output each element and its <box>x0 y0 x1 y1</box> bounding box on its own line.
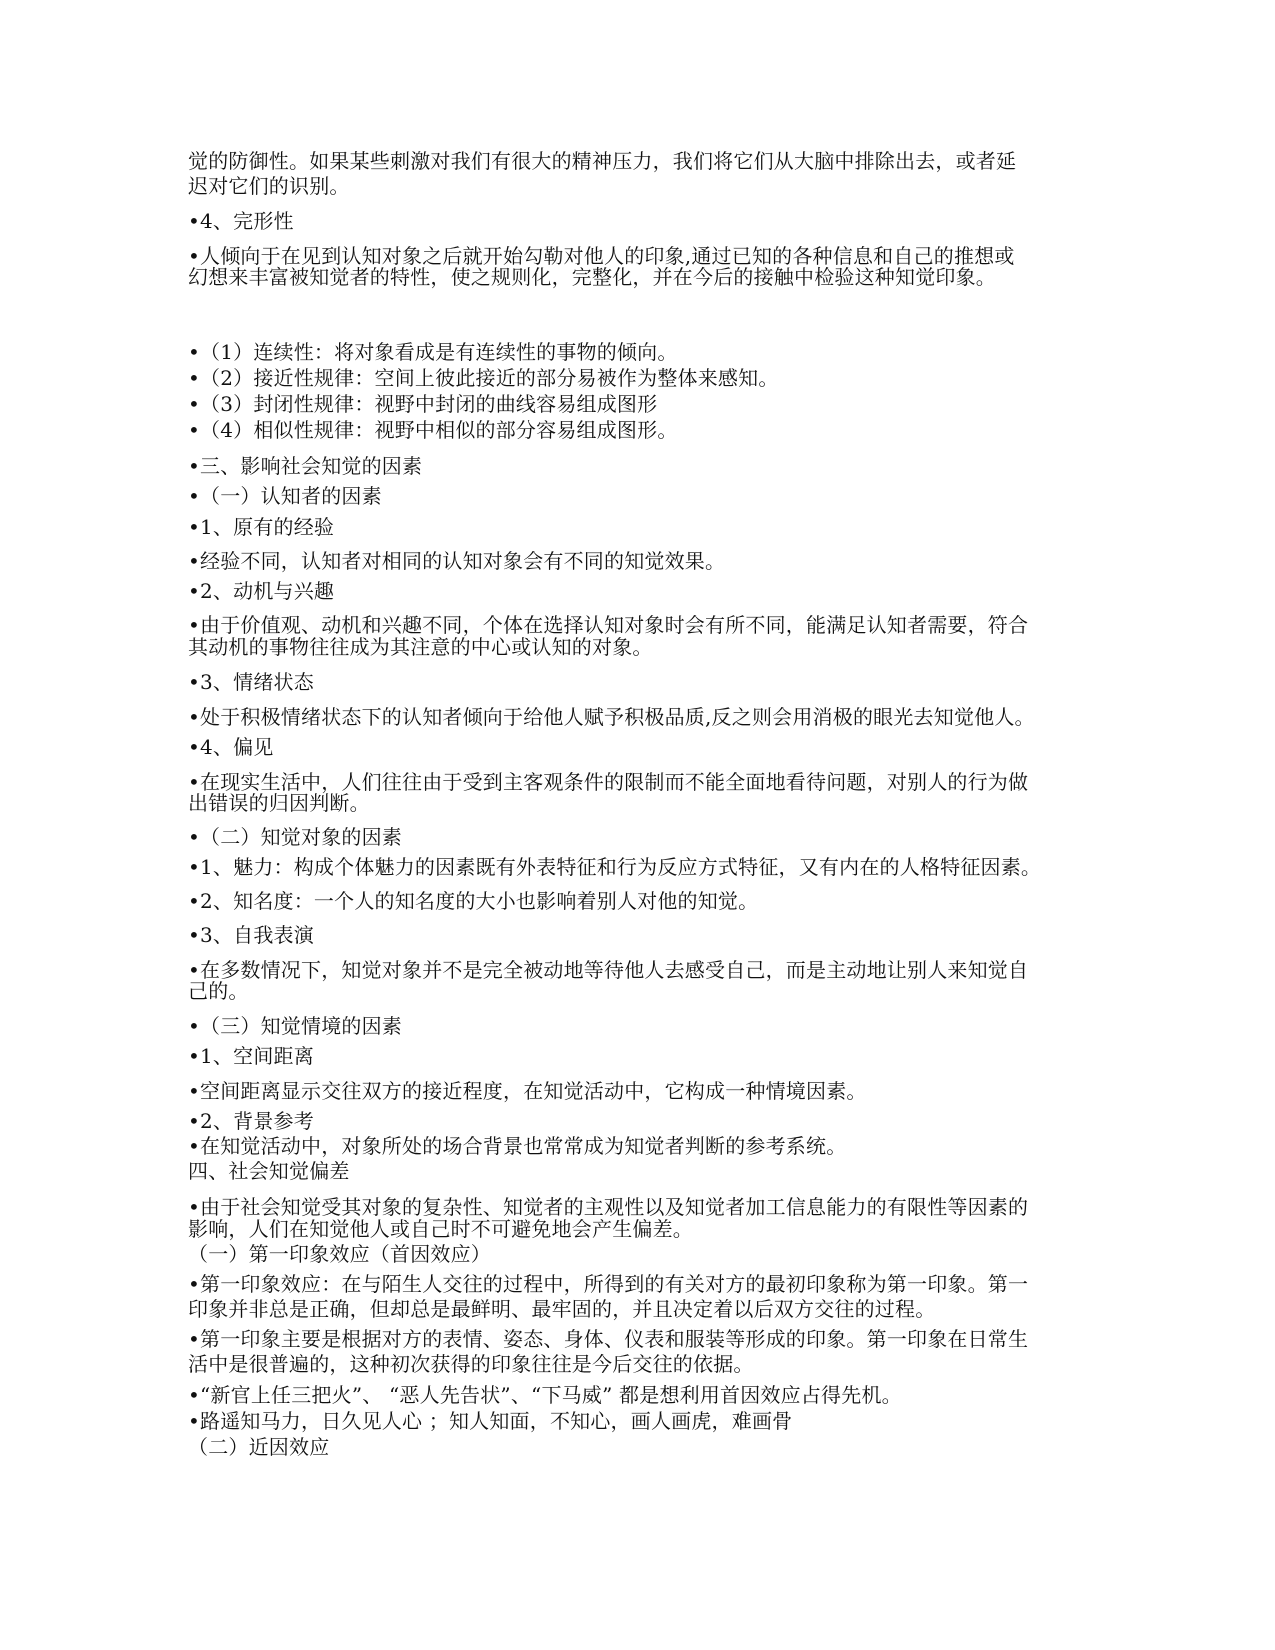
text-line: •4、偏见 <box>188 735 274 759</box>
text-line: •由于社会知觉受其对象的复杂性、知觉者的主观性以及知觉者加工信息能力的有限性等因素的 <box>188 1195 1029 1219</box>
text-line: •第一印象主要是根据对方的表情、姿态、身体、仪表和服装等形成的印象。第一印象在日常生 <box>188 1327 1029 1351</box>
text-line: 影响，人们在知觉他人或自己时不可避免地会产生偏差。 <box>188 1217 693 1241</box>
text-line: •2、背景参考 <box>188 1109 314 1133</box>
text-line: •路遥知马力，日久见人心 ；知人知面，不知心，画人画虎，难画骨 <box>188 1409 793 1433</box>
text-line: 印象并非总是正确，但却总是最鲜明、最牢固的，并且决定着以后双方交往的过程。 <box>188 1297 936 1321</box>
text-line: 活中是很普遍的，这种初次获得的印象往往是今后交往的依据。 <box>188 1352 754 1376</box>
text-line: •在多数情况下，知觉对象并不是完全被动地等待他人去感受自己，而是主动地让别人来知觉自 <box>188 958 1029 982</box>
text-line: •3、自我表演 <box>188 923 314 947</box>
text-line: 幻想来丰富被知觉者的特性，使之规则化，完整化，并在今后的接触中检验这种知觉印象。 <box>188 265 996 289</box>
text-line: 己的。 <box>188 979 249 1003</box>
text-line: 出错误的归因判断。 <box>188 791 370 815</box>
text-line: •1、空间距离 <box>188 1044 314 1068</box>
text-line: •经验不同，认知者对相同的认知对象会有不同的知觉效果。 <box>188 549 726 573</box>
text-line: •人倾向于在见到认知对象之后就开始勾勒对他人的印象,通过已知的各种信息和自己的推想或 <box>188 244 1015 268</box>
text-line: •（三）知觉情境的因素 <box>188 1014 402 1038</box>
text-line: •2、知名度：一个人的知名度的大小也影响着别人对他的知觉。 <box>188 889 759 913</box>
text-line: •三、影响社会知觉的因素 <box>188 454 423 478</box>
text-line: •处于积极情绪状态下的认知者倾向于给他人赋予积极品质,反之则会用消极的眼光去知觉他人。 <box>188 705 1035 729</box>
text-line: •空间距离显示交往双方的接近程度，在知觉活动中，它构成一种情境因素。 <box>188 1079 867 1103</box>
text-line: •1、原有的经验 <box>188 515 335 539</box>
text-line: •3、情绪状态 <box>188 670 314 694</box>
text-line: •第一印象效应：在与陌生人交往的过程中，所得到的有关对方的最初印象称为第一印象。第一 <box>188 1272 1029 1296</box>
text-line: •（3）封闭性规律：视野中封闭的曲线容易组成图形 <box>188 392 658 416</box>
text-line: 四、社会知觉偏差 <box>188 1159 350 1183</box>
text-line: （一）第一印象效应（首因效应） <box>188 1242 491 1266</box>
text-line: •2、动机与兴趣 <box>188 579 335 603</box>
text-line: •（4）相似性规律：视野中相似的部分容易组成图形。 <box>188 418 678 442</box>
text-line: （二）近因效应 <box>188 1435 330 1459</box>
text-line: 迟对它们的识别。 <box>188 174 350 198</box>
text-line: •由于价值观、动机和兴趣不同，个体在选择认知对象时会有所不同，能满足认知者需要，符合 <box>188 613 1029 637</box>
text-line: 觉的防御性。如果某些刺激对我们有很大的精神压力，我们将它们从大脑中排除出去，或者延 <box>188 149 1017 173</box>
text-line: •（二）知觉对象的因素 <box>188 825 402 849</box>
text-line: •在现实生活中，人们往往由于受到主客观条件的限制而不能全面地看待问题，对别人的行为做 <box>188 770 1029 794</box>
text-line: •“新官上任三把火”、 “恶人先告状”、“下马威” 都是想利用首因效应占得先机。 <box>188 1383 902 1407</box>
text-line: •（一）认知者的因素 <box>188 484 382 508</box>
text-line: 其动机的事物往往成为其注意的中心或认知的对象。 <box>188 635 653 659</box>
text-line: •4、完形性 <box>188 209 294 233</box>
text-line: •（1）连续性：将对象看成是有连续性的事物的倾向。 <box>188 340 678 364</box>
text-line: •（2）接近性规律：空间上彼此接近的部分易被作为整体来感知。 <box>188 366 779 390</box>
text-line: •1、魅力：构成个体魅力的因素既有外表特征和行为反应方式特征，又有内在的人格特征因素。 <box>188 855 1042 879</box>
text-line: •在知觉活动中，对象所处的场合背景也常常成为知觉者判断的参考系统。 <box>188 1134 847 1158</box>
